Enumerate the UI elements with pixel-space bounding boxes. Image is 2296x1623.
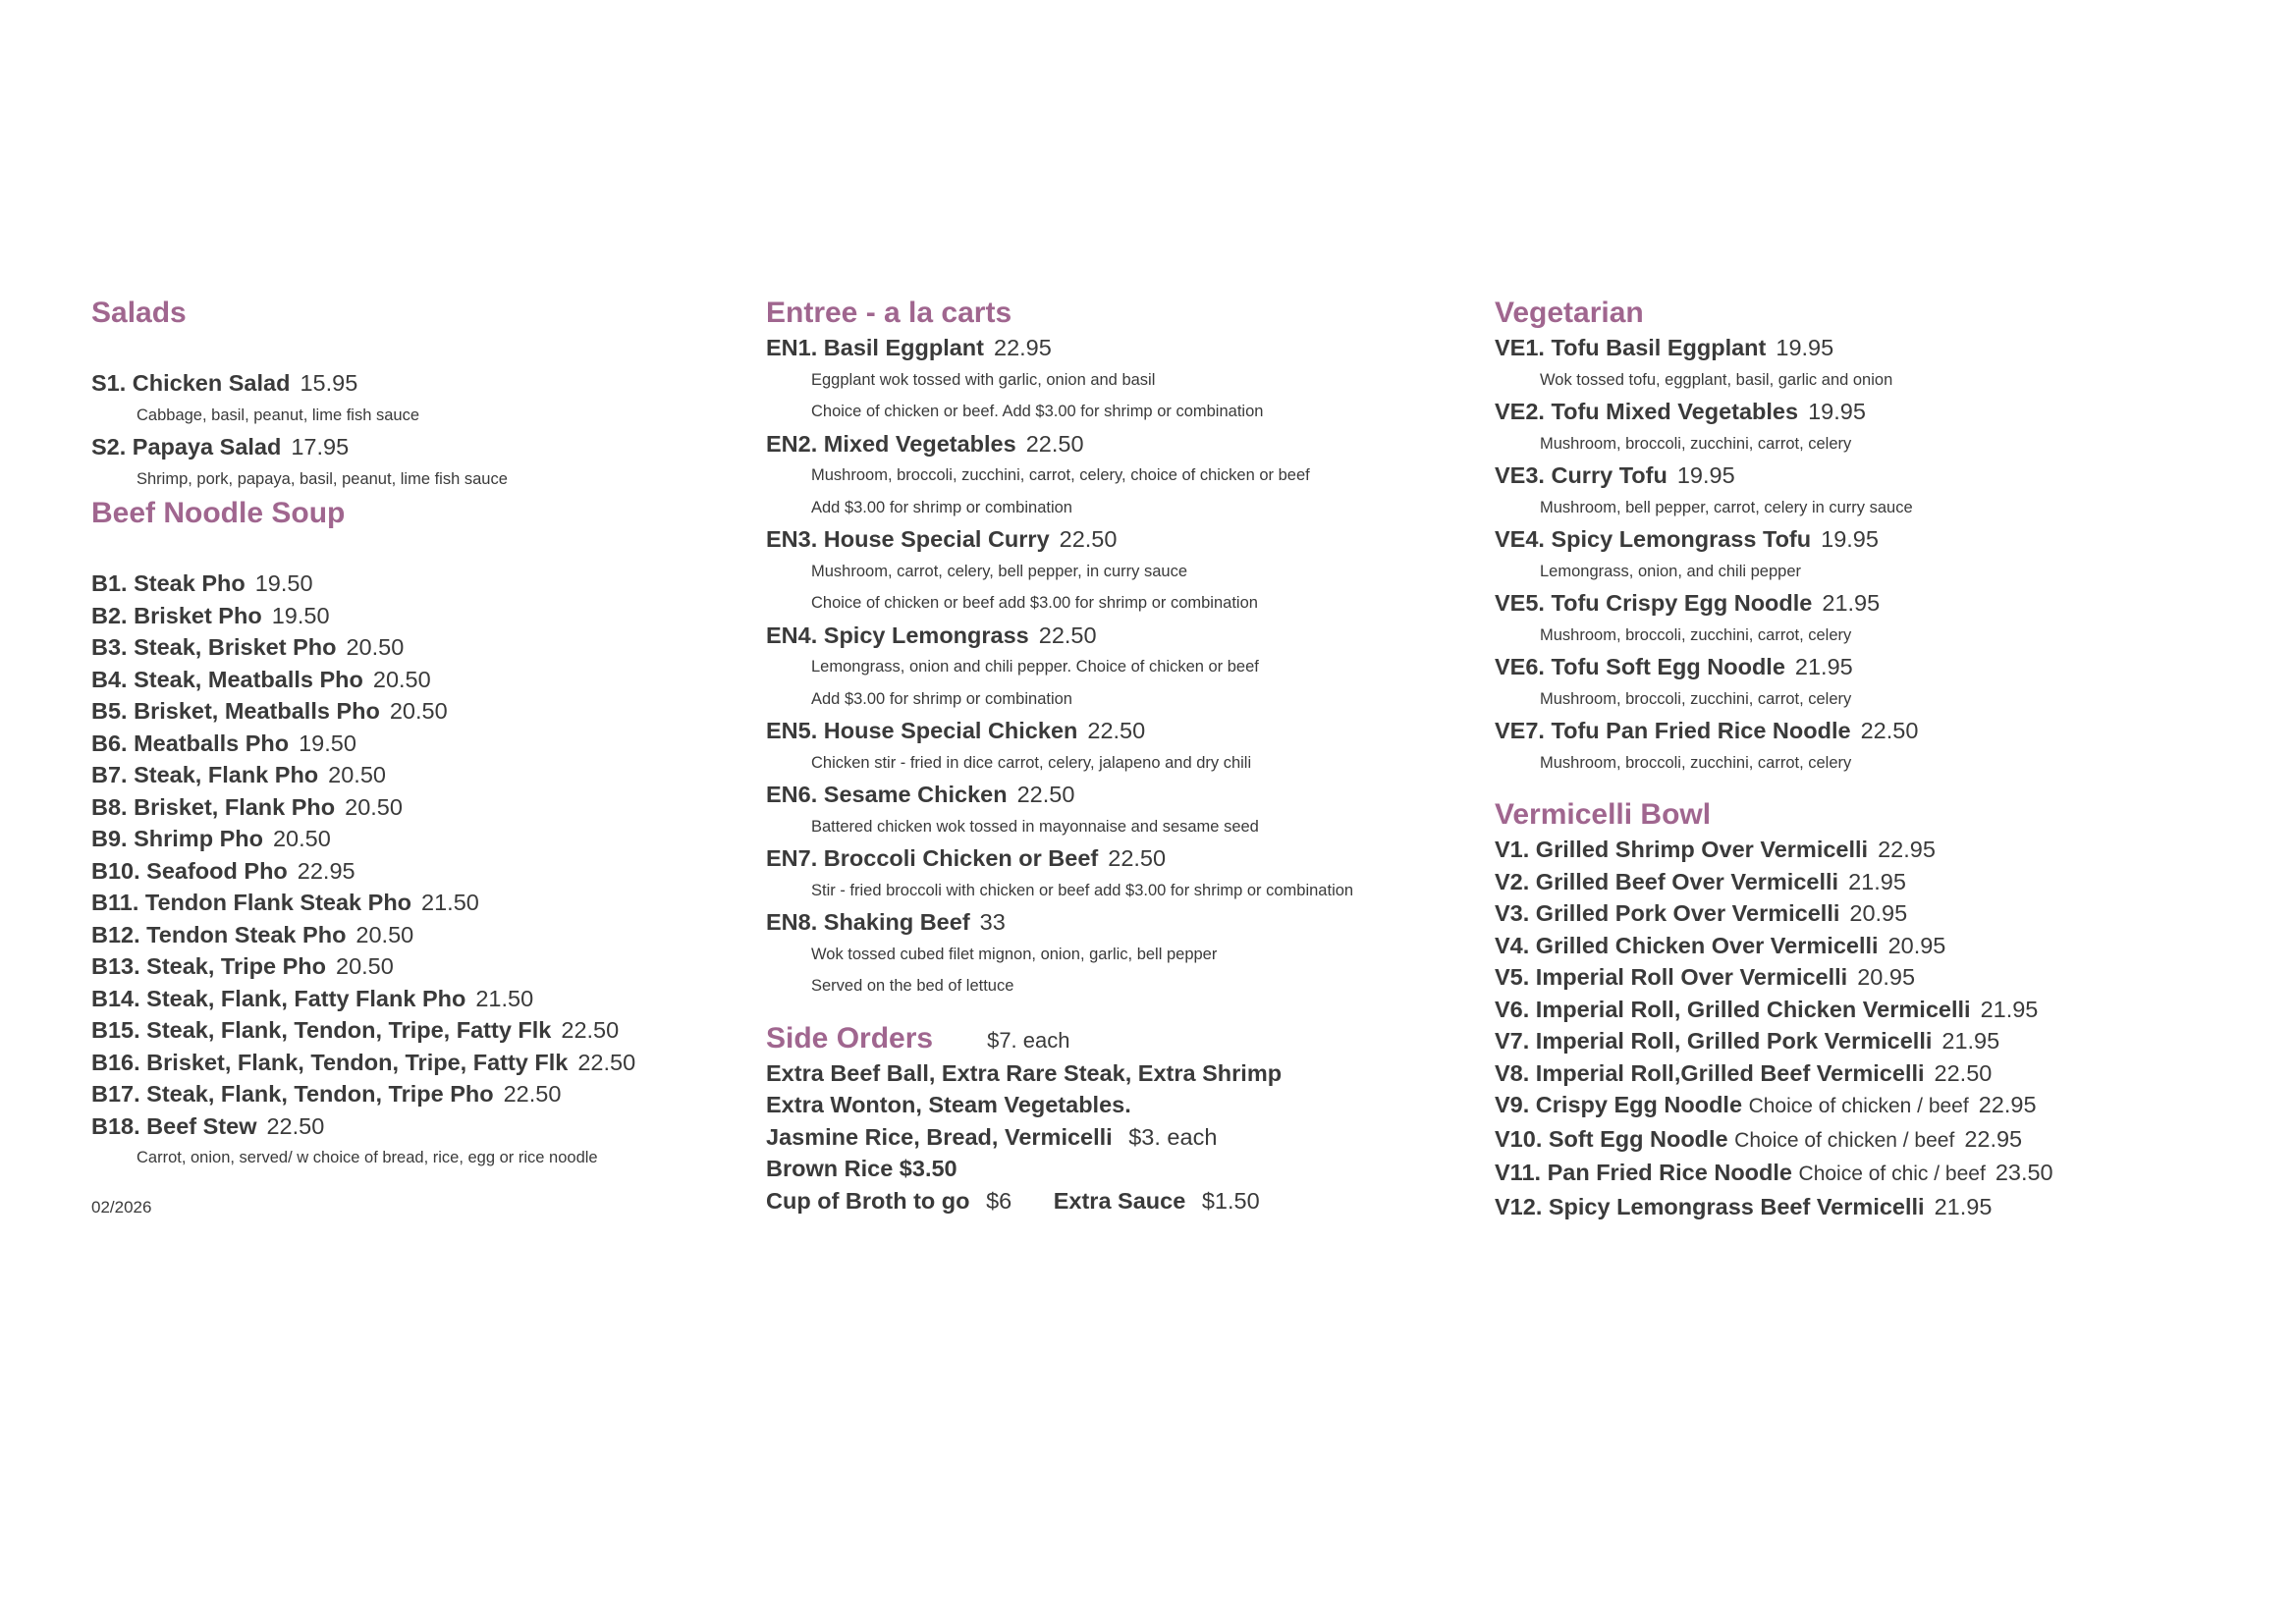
item-price: 21.95	[1934, 1193, 1993, 1219]
item-price: 20.95	[1857, 964, 1916, 990]
item-description: Wok tossed cubed filet mignon, onion, garlic, bell pepper	[811, 945, 1218, 963]
item-description: Mushroom, broccoli, zucchini, carrot, celery	[1540, 434, 1852, 453]
item-description: Battered chicken wok tossed in mayonnaise and sesame seed	[811, 817, 1259, 836]
item-name: B11. Tendon Flank Steak Pho	[91, 890, 412, 915]
side-line-name: Jasmine Rice, Bread, Vermicelli	[766, 1123, 1113, 1150]
menu-item	[1495, 587, 2261, 620]
menu-item	[1495, 1123, 2261, 1158]
menu-item	[91, 887, 720, 919]
menu-item	[91, 1014, 720, 1047]
item-name: S1. Chicken Salad	[91, 370, 291, 396]
item-price: 17.95	[291, 434, 350, 460]
menu-item	[91, 1110, 720, 1143]
item-name: VE5. Tofu Crispy Egg Noodle	[1495, 590, 1813, 616]
salads-heading: Salads	[91, 297, 187, 329]
item-name: B3. Steak, Brisket Pho	[91, 634, 337, 660]
column-middle	[766, 295, 1473, 1217]
item-name: EN3. House Special Curry	[766, 526, 1050, 552]
item-note: Choice of chicken / beef	[1748, 1095, 1969, 1117]
item-name: EN1. Basil Eggplant	[766, 335, 984, 360]
item-name: B9. Shrimp Pho	[91, 826, 263, 851]
item-name: B7. Steak, Flank Pho	[91, 762, 319, 787]
menu-item	[766, 428, 1473, 460]
menu-item	[91, 1078, 720, 1110]
item-description: Shrimp, pork, papaya, basil, peanut, lime fish sauce	[137, 469, 508, 488]
item-name: B12. Tendon Steak Pho	[91, 921, 347, 947]
item-description: Lemongrass, onion, and chili pepper	[1540, 562, 1802, 580]
item-description: Chicken stir - fried in dice carrot, celery, jalapeno and dry chili	[811, 753, 1252, 772]
item-name: V1. Grilled Shrimp Over Vermicelli	[1495, 837, 1869, 862]
item-price: 21.95	[1848, 868, 1906, 894]
side-orders-header	[766, 1020, 1473, 1057]
menu-item	[91, 791, 720, 824]
item-name: V12. Spicy Lemongrass Beef Vermicelli	[1495, 1193, 1925, 1219]
menu-item	[1495, 396, 2261, 428]
menu-item	[1495, 1191, 2261, 1223]
item-description: Mushroom, bell pepper, carrot, celery in curry sauce	[1540, 498, 1913, 516]
item-price: 20.50	[328, 762, 386, 787]
item-name: VE1. Tofu Basil Eggplant	[1495, 335, 1767, 360]
menu-item	[91, 431, 720, 463]
item-price: 23.50	[1995, 1160, 2053, 1185]
menu-item	[766, 779, 1473, 811]
item-price: 22.50	[1860, 718, 1919, 743]
item-price: 22.50	[1016, 782, 1075, 807]
item-name: V8. Imperial Roll,Grilled Beef Vermicelli	[1495, 1059, 1925, 1086]
menu-item	[91, 983, 720, 1015]
item-name: EN2. Mixed Vegetables	[766, 430, 1016, 457]
item-price: 21.50	[475, 985, 534, 1011]
item-description: Mushroom, broccoli, zucchini, carrot, celery	[1540, 753, 1852, 772]
item-note: Choice of chic / beef	[1798, 1163, 1986, 1185]
item-name: EN5. House Special Chicken	[766, 718, 1078, 743]
side-line: Extra Beef Ball, Extra Rare Steak, Extra Shrimp	[766, 1059, 1283, 1086]
side-line	[766, 1121, 1473, 1154]
item-description: Add $3.00 for shrimp or combination	[811, 498, 1072, 516]
menu-item	[1495, 651, 2261, 683]
menu-item	[91, 823, 720, 855]
menu-item	[1495, 1089, 2261, 1123]
item-note: Choice of chicken / beef	[1734, 1128, 1955, 1152]
item-price: 19.95	[1676, 462, 1735, 488]
menu-item	[91, 600, 720, 632]
item-price: 20.95	[1887, 932, 1946, 958]
menu-item	[766, 842, 1473, 875]
item-name: B8. Brisket, Flank Pho	[91, 793, 336, 820]
menu-item	[91, 759, 720, 791]
item-name: EN4. Spicy Lemongrass	[766, 622, 1029, 648]
item-price: 20.50	[389, 698, 448, 724]
item-name: VE3. Curry Tofu	[1495, 462, 1667, 488]
item-name: EN8. Shaking Beef	[766, 909, 970, 935]
menu-date: 02/2026	[91, 1197, 152, 1217]
menu-item	[766, 332, 1473, 364]
item-price: 15.95	[300, 370, 358, 396]
broth-name: Cup of Broth to go	[766, 1187, 970, 1214]
item-name: B1. Steak Pho	[91, 570, 246, 596]
menu-item	[766, 715, 1473, 747]
item-name: V4. Grilled Chicken Over Vermicelli	[1495, 932, 1879, 958]
item-price: 22.95	[1964, 1125, 2023, 1152]
item-name: B6. Meatballs Pho	[91, 730, 290, 756]
item-name: B18. Beef Stew	[91, 1112, 257, 1139]
column-left	[91, 295, 720, 1223]
item-description: Carrot, onion, served/ w choice of bread, rice, egg or rice noodle	[137, 1149, 598, 1166]
item-price: 19.50	[299, 730, 356, 756]
item-name: VE2. Tofu Mixed Vegetables	[1495, 399, 1799, 424]
side-line	[766, 1185, 1473, 1217]
item-price: 21.95	[1980, 996, 2039, 1022]
side-orders-heading: Side Orders	[766, 1021, 934, 1055]
item-name: V6. Imperial Roll, Grilled Chicken Vermicelli	[1495, 996, 1971, 1022]
item-price: 22.50	[1108, 845, 1167, 871]
item-name: B16. Brisket, Flank, Tendon, Tripe, Fatty Flk	[91, 1049, 569, 1075]
item-price: 19.95	[1821, 526, 1879, 552]
menu-item	[1495, 715, 2261, 747]
item-description: Add $3.00 for shrimp or combination	[811, 689, 1072, 708]
menu-item	[91, 695, 720, 728]
sauce-price: $1.50	[1201, 1187, 1260, 1214]
item-name: V7. Imperial Roll, Grilled Pork Vermicelli	[1495, 1028, 1933, 1054]
menu-item	[1495, 1157, 2261, 1191]
item-description: Lemongrass, onion and chili pepper. Choice of chicken or beef	[811, 658, 1259, 676]
menu-item	[91, 664, 720, 696]
column-right	[1495, 295, 2261, 1222]
vermicelli-bowl-heading: Vermicelli Bowl	[1495, 798, 1712, 831]
menu-item	[1495, 1025, 2261, 1057]
menu-item	[91, 919, 720, 951]
menu-item	[1495, 961, 2261, 994]
menu-item	[1495, 460, 2261, 492]
menu-item	[91, 728, 720, 760]
item-name: VE6. Tofu Soft Egg Noodle	[1495, 654, 1785, 679]
item-price: 22.50	[1934, 1059, 1993, 1086]
item-price: 21.95	[1794, 654, 1853, 679]
item-name: V10. Soft Egg Noodle	[1495, 1125, 1728, 1152]
item-name: EN6. Sesame Chicken	[766, 782, 1008, 807]
item-price: 20.50	[345, 793, 403, 820]
item-description: Cabbage, basil, peanut, lime fish sauce	[137, 406, 420, 424]
item-price: 22.95	[1978, 1092, 2037, 1117]
item-price: 20.50	[272, 826, 331, 851]
side-line-price: $3. each	[1128, 1123, 1218, 1150]
item-price: 22.50	[1059, 526, 1118, 552]
menu-item	[1495, 930, 2261, 962]
item-description: Mushroom, broccoli, zucchini, carrot, celery	[1540, 689, 1852, 708]
item-description: Stir - fried broccoli with chicken or beef add $3.00 for shrimp or combination	[811, 881, 1354, 899]
entree-heading: Entree - a la carts	[766, 297, 1012, 329]
item-name: S2. Papaya Salad	[91, 434, 282, 460]
item-price: 22.50	[561, 1017, 620, 1043]
item-price: 22.50	[1025, 430, 1084, 457]
menu-item	[91, 950, 720, 983]
menu-item	[91, 631, 720, 664]
item-price: 20.50	[372, 666, 431, 692]
item-name: V2. Grilled Beef Over Vermicelli	[1495, 868, 1839, 894]
menu-item	[1495, 1057, 2261, 1090]
side-orders-price: $7. each	[987, 1027, 1070, 1053]
item-description: Mushroom, broccoli, zucchini, carrot, celery, choice of chicken or beef	[811, 466, 1310, 484]
item-price: 22.95	[297, 857, 355, 884]
item-price: 22.50	[1087, 718, 1146, 743]
sauce-name: Extra Sauce	[1053, 1187, 1186, 1214]
item-price: 22.50	[266, 1112, 325, 1139]
menu-item	[766, 906, 1473, 939]
item-price: 22.50	[577, 1049, 636, 1075]
menu-item	[766, 620, 1473, 652]
item-price: 21.95	[1822, 590, 1881, 616]
menu-item	[1495, 332, 2261, 364]
item-description: Served on the bed of lettuce	[811, 977, 1014, 995]
item-price: 21.95	[1941, 1028, 2000, 1054]
item-name: EN7. Broccoli Chicken or Beef	[766, 845, 1099, 871]
menu-item	[1495, 523, 2261, 556]
item-name: B13. Steak, Tripe Pho	[91, 953, 327, 979]
item-price: 20.50	[336, 953, 394, 979]
item-price: 22.95	[1878, 837, 1936, 862]
broth-price: $6	[986, 1187, 1012, 1214]
menu-item	[766, 523, 1473, 556]
item-price: 22.95	[994, 335, 1052, 360]
item-description: Choice of chicken or beef. Add $3.00 for shrimp or combination	[811, 403, 1264, 420]
item-price: 22.50	[503, 1081, 562, 1107]
item-name: B5. Brisket, Meatballs Pho	[91, 698, 380, 724]
menu-item	[1495, 834, 2261, 866]
item-name: B4. Steak, Meatballs Pho	[91, 666, 363, 692]
item-name: V9. Crispy Egg Noodle	[1495, 1092, 1743, 1117]
menu-item	[91, 855, 720, 888]
item-price: 33	[979, 909, 1006, 935]
item-description: Mushroom, broccoli, zucchini, carrot, celery	[1540, 625, 1852, 644]
item-name: B15. Steak, Flank, Tendon, Tripe, Fatty Flk	[91, 1017, 552, 1043]
item-price: 19.95	[1776, 335, 1834, 360]
item-description: Mushroom, carrot, celery, bell pepper, in curry sauce	[811, 562, 1188, 580]
item-name: B10. Seafood Pho	[91, 857, 288, 884]
menu-item	[91, 568, 720, 600]
menu-item	[1495, 897, 2261, 930]
item-price: 20.50	[346, 634, 405, 660]
item-description: Wok tossed tofu, eggplant, basil, garlic and onion	[1540, 370, 1893, 389]
menu-item	[1495, 994, 2261, 1026]
item-price: 20.50	[355, 921, 414, 947]
item-name: B17. Steak, Flank, Tendon, Tripe Pho	[91, 1081, 494, 1107]
menu-item	[1495, 866, 2261, 898]
item-name: B2. Brisket Pho	[91, 602, 262, 628]
item-name: V5. Imperial Roll Over Vermicelli	[1495, 964, 1848, 990]
item-name: V3. Grilled Pork Over Vermicelli	[1495, 900, 1840, 926]
item-price: 22.50	[1038, 622, 1097, 648]
item-price: 19.50	[254, 570, 313, 596]
item-name: V11. Pan Fried Rice Noodle	[1495, 1160, 1792, 1185]
item-price: 19.50	[271, 602, 330, 628]
item-name: VE7. Tofu Pan Fried Rice Noodle	[1495, 718, 1851, 743]
item-price: 20.95	[1849, 900, 1908, 926]
item-description: Eggplant wok tossed with garlic, onion and basil	[811, 370, 1156, 389]
vegetarian-heading: Vegetarian	[1495, 297, 1644, 329]
item-description: Choice of chicken or beef add $3.00 for shrimp or combination	[811, 594, 1258, 612]
item-name: VE4. Spicy Lemongrass Tofu	[1495, 526, 1812, 552]
item-price: 21.50	[421, 890, 479, 915]
side-line: Brown Rice $3.50	[766, 1156, 957, 1181]
menu-item	[91, 367, 720, 400]
beef-noodle-soup-heading: Beef Noodle Soup	[91, 497, 346, 529]
item-price: 19.95	[1808, 399, 1866, 424]
menu-item	[91, 1047, 720, 1079]
item-name: B14. Steak, Flank, Fatty Flank Pho	[91, 985, 466, 1011]
side-line: Extra Wonton, Steam Vegetables.	[766, 1092, 1131, 1117]
